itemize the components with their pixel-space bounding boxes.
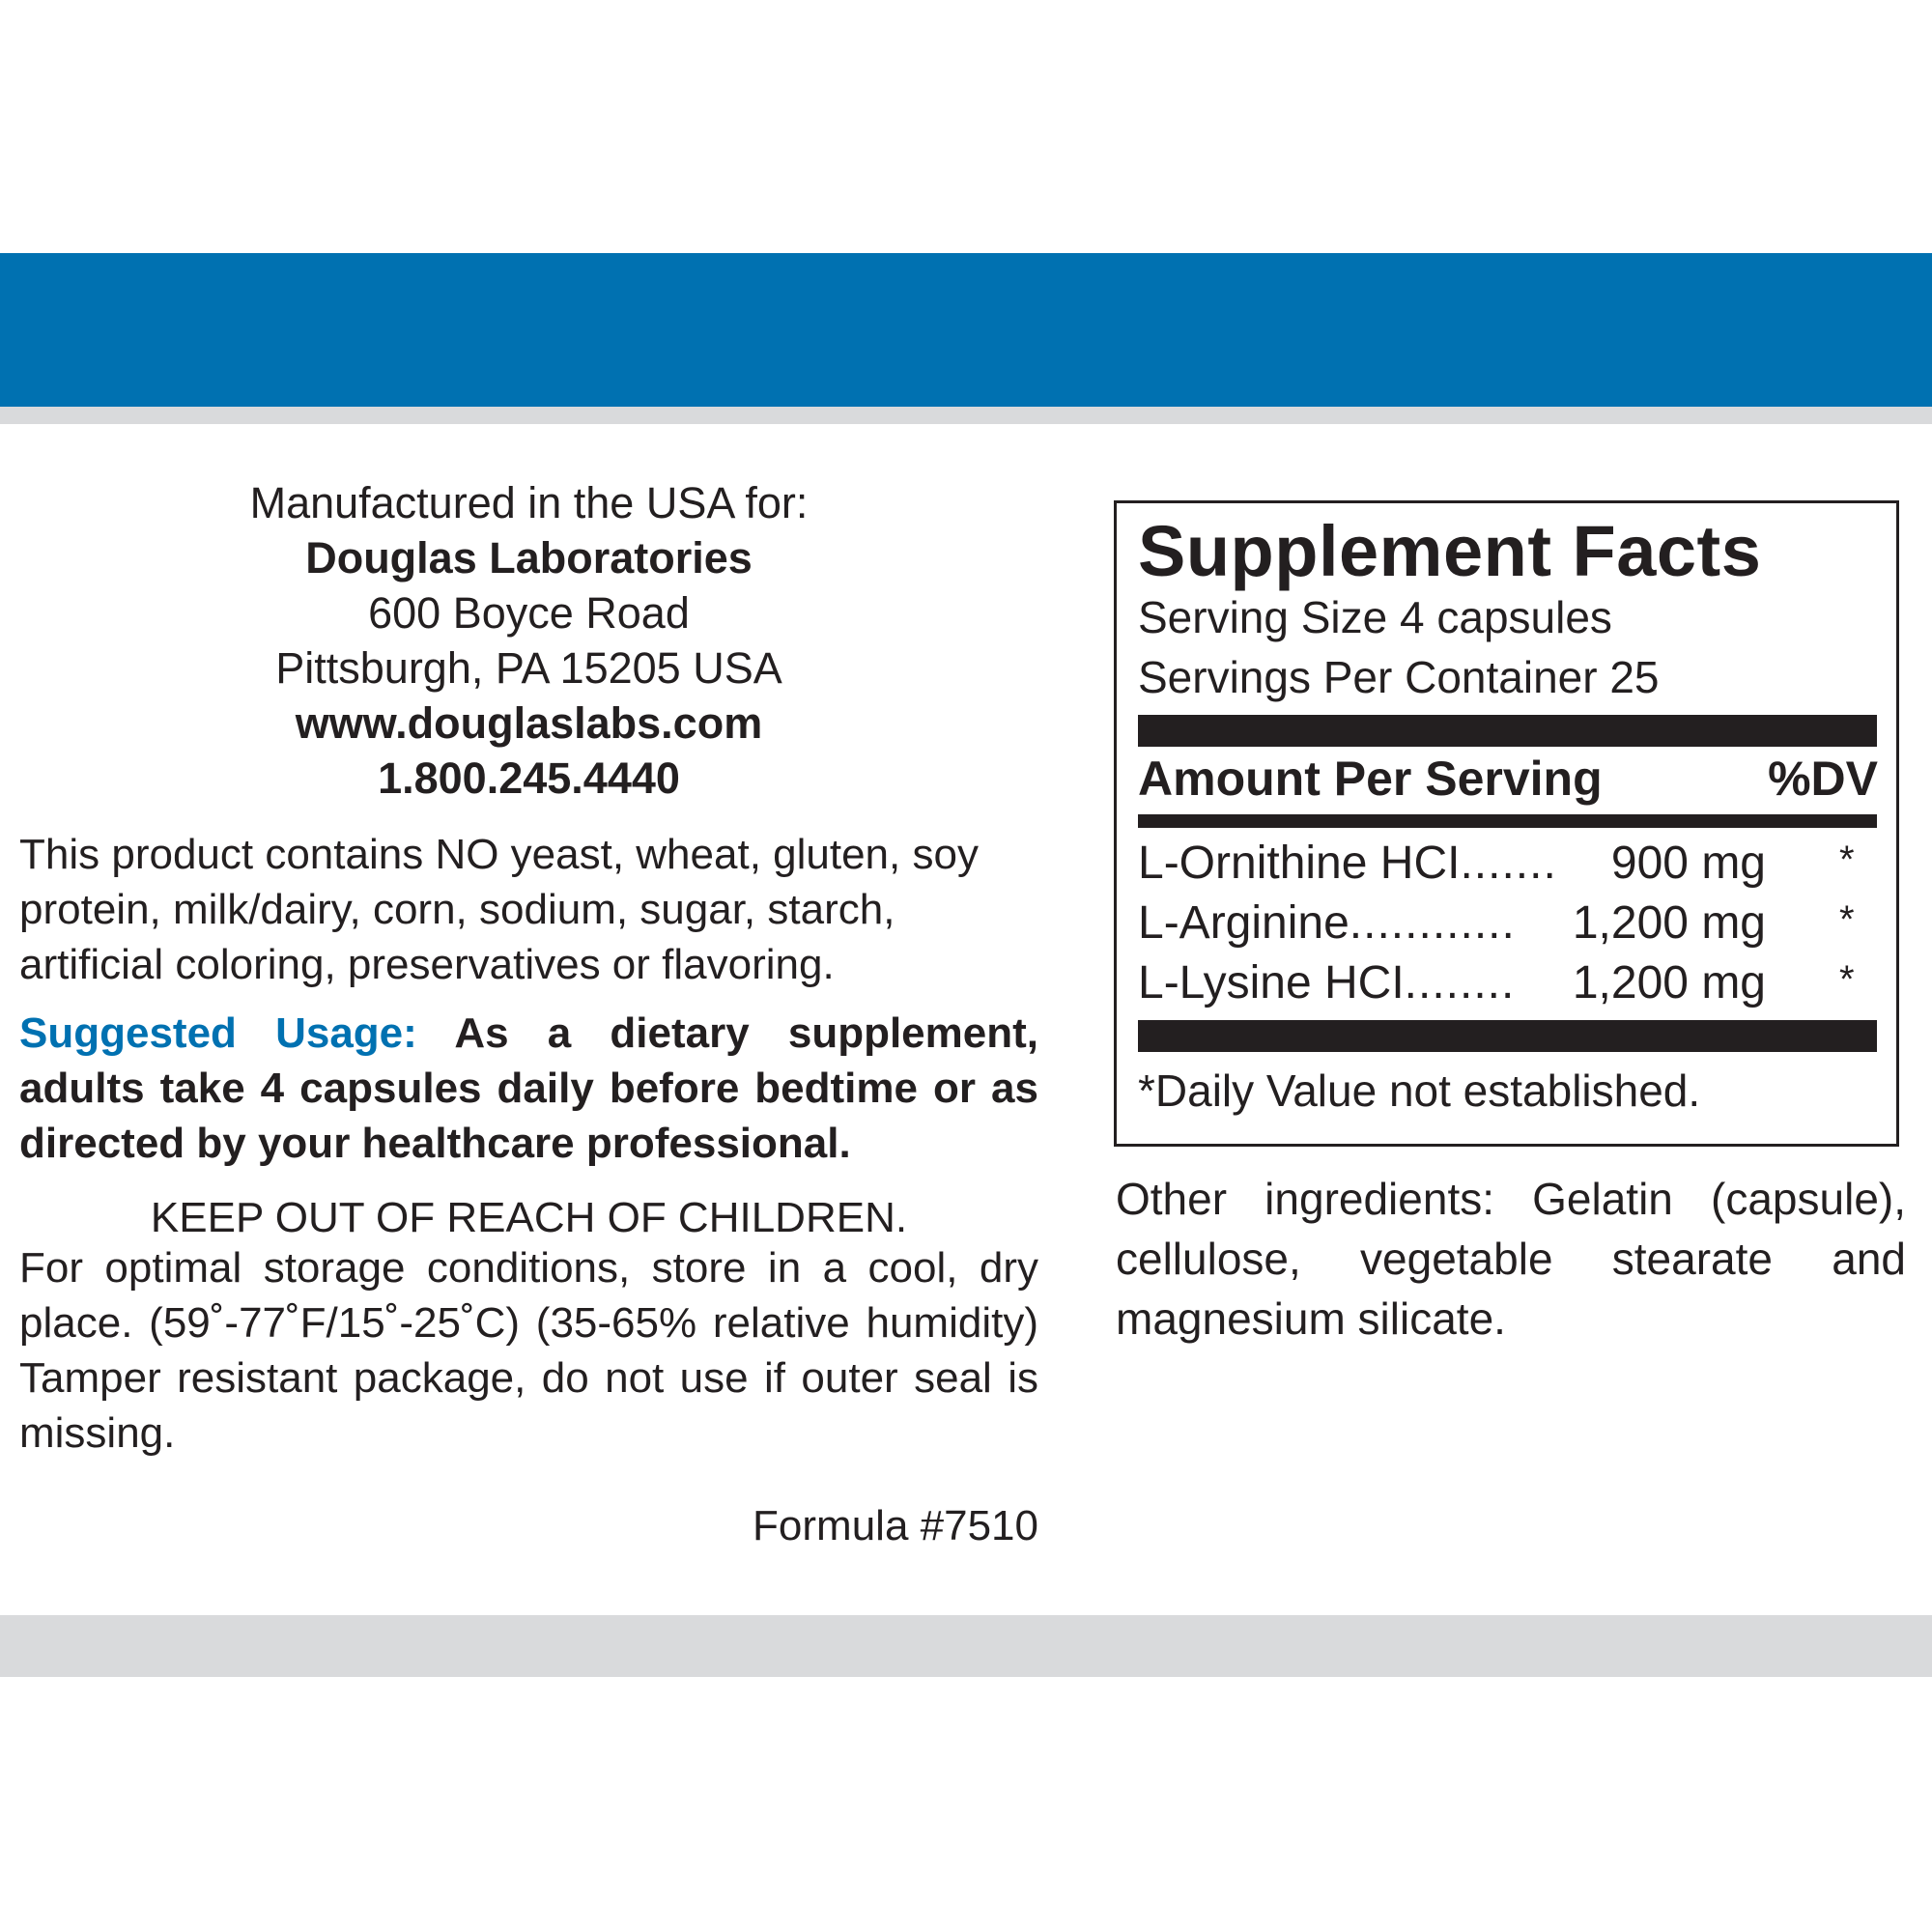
suggested-usage-text: As a dietary supplement, adults take 4 capsules daily before bedtime or as directed by your healthcare professional. bbox=[19, 1009, 1039, 1167]
storage-instructions: For optimal storage conditions, store in a cool, dry place. (59˚-77˚F/15˚-25˚C) (35-65% relative humidity) Tamper resistant package, do not use if outer seal is missing. bbox=[19, 1244, 1038, 1457]
nutrient-label: L-Ornithine HCI bbox=[1138, 838, 1461, 889]
serving-size: Serving Size 4 capsules bbox=[1138, 592, 1612, 642]
formula-number: Formula #7510 bbox=[753, 1502, 1038, 1549]
manufacturer-intro: Manufactured in the USA for: bbox=[249, 478, 809, 527]
phone-number: 1.800.245.4440 bbox=[378, 753, 680, 803]
allergen-statement: This product contains NO yeast, wheat, gluten, soy protein, milk/dairy, corn, sodium, sugar, starch, artificial coloring, preservatives or flavoring. bbox=[19, 831, 979, 988]
nutrient-amount: 1,200 mg bbox=[1572, 957, 1766, 1009]
nutrient-amount: 900 mg bbox=[1610, 838, 1766, 889]
other-ingredients: Other ingredients: Gelatin (capsule), cellulose, vegetable stearate and magnesium silicate. bbox=[1116, 1174, 1906, 1344]
company-name: Douglas Laboratories bbox=[305, 533, 753, 582]
leader-dots: ....... bbox=[1460, 838, 1557, 889]
header-blue-band bbox=[0, 253, 1932, 407]
leader-dots: ........ bbox=[1404, 957, 1516, 1009]
leader-dots: ............ bbox=[1349, 897, 1516, 949]
website-link[interactable]: www.douglaslabs.com bbox=[295, 698, 763, 748]
nutrient-dv: * bbox=[1839, 898, 1855, 941]
city-address: Pittsburgh, PA 15205 USA bbox=[275, 643, 782, 693]
suggested-usage-label: Suggested Usage: bbox=[19, 1009, 417, 1057]
street-address: 600 Boyce Road bbox=[368, 588, 690, 638]
amount-per-serving-header: Amount Per Serving bbox=[1138, 752, 1603, 806]
servings-per-container: Servings Per Container 25 bbox=[1138, 652, 1660, 702]
nutrient-label: L-Arginine bbox=[1138, 897, 1350, 949]
thick-divider-top bbox=[1138, 715, 1877, 747]
top-gray-band bbox=[0, 407, 1932, 424]
nutrient-dv: * bbox=[1839, 838, 1855, 881]
supplement-facts-title: Supplement Facts bbox=[1138, 511, 1762, 591]
nutrient-label: L-Lysine HCI bbox=[1138, 957, 1405, 1009]
nutrient-name bbox=[1138, 837, 1557, 890]
manufacturer-block bbox=[19, 475, 1038, 806]
dv-header: %DV bbox=[1768, 752, 1878, 806]
medium-divider bbox=[1138, 814, 1877, 828]
bottom-gray-band bbox=[0, 1615, 1932, 1677]
nutrient-name bbox=[1138, 896, 1516, 950]
nutrient-dv: * bbox=[1839, 958, 1855, 1001]
suggested-usage bbox=[19, 1006, 1038, 1171]
daily-value-footnote: *Daily Value not established. bbox=[1138, 1065, 1701, 1116]
nutrient-amount: 1,200 mg bbox=[1572, 897, 1766, 949]
children-warning: KEEP OUT OF REACH OF CHILDREN. bbox=[150, 1194, 908, 1241]
nutrient-name bbox=[1138, 956, 1515, 1009]
thick-divider-bottom bbox=[1138, 1020, 1877, 1052]
